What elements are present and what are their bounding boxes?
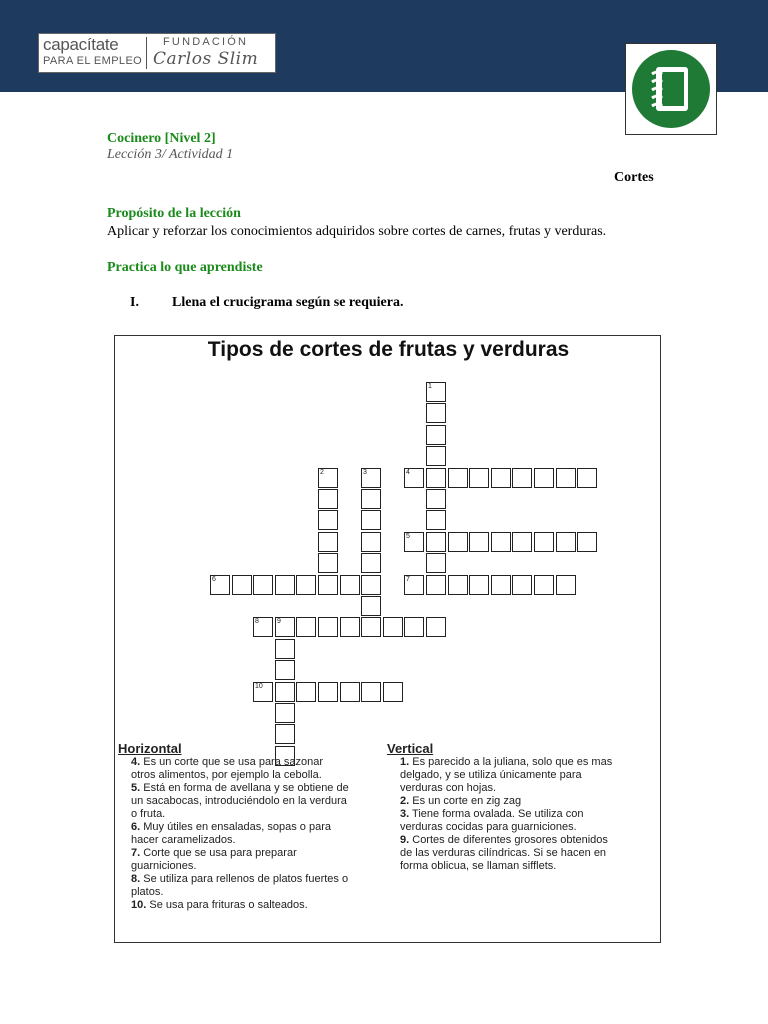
clue-line <box>387 860 657 873</box>
logo-right-line1: FUNDACIÓN <box>163 36 249 48</box>
crossword-cell[interactable] <box>275 575 295 595</box>
clue-entry <box>118 782 383 821</box>
crossword-cell[interactable] <box>232 575 252 595</box>
crossword-cell[interactable] <box>275 639 295 659</box>
clue-entry-text: de las verduras cilíndricas. Si se hacen en <box>400 847 607 859</box>
clue-entry-text: o fruta. <box>131 808 166 820</box>
activity-badge <box>625 43 717 135</box>
clue-line <box>118 821 383 834</box>
clue-line <box>387 808 657 821</box>
clue-entry-number: 7. <box>131 847 141 859</box>
logo-left-line2: PARA EL EMPLEO <box>43 55 143 67</box>
clue-entry-text: Está en forma de avellana y se obtiene de <box>143 782 349 794</box>
crossword-cell[interactable] <box>448 532 468 552</box>
crossword-cell[interactable] <box>361 532 381 552</box>
horizontal-clues <box>118 741 383 912</box>
crossword-cell[interactable] <box>318 575 338 595</box>
clue-line <box>118 782 383 795</box>
clue-entry-text: platos. <box>131 886 164 898</box>
clue-entry-number: 5. <box>131 782 141 794</box>
clue-entry-number: 8. <box>131 873 141 885</box>
clue-entry-text: Corte que se usa para preparar <box>143 847 297 859</box>
clue-entry-text: otros alimentos, por ejemplo la cebolla. <box>131 769 322 781</box>
clue-entry <box>118 847 383 873</box>
crossword-title: Tipos de cortes de frutas y verduras <box>207 338 570 361</box>
crossword-cell[interactable] <box>426 468 446 488</box>
horizontal-heading: Horizontal <box>118 741 182 756</box>
crossword-cell[interactable] <box>512 468 532 488</box>
clue-line <box>118 808 383 821</box>
lesson-subtitle: Lección 3/ Actividad 1 <box>107 147 234 162</box>
clue-entry-number: 4. <box>131 756 141 768</box>
logo-left-line1: capacítate <box>43 35 119 54</box>
clue-entry-text: forma oblicua, se llaman sifflets. <box>400 860 557 872</box>
clue-entry <box>387 808 657 834</box>
crossword-cell[interactable] <box>361 682 381 702</box>
crossword-cell[interactable] <box>491 575 511 595</box>
vertical-clues <box>387 741 657 873</box>
clue-line <box>387 769 657 782</box>
crossword-cell[interactable] <box>556 532 576 552</box>
clue-entry-text: Muy útiles en ensaladas, sopas o para <box>143 821 331 833</box>
crossword-cell[interactable] <box>275 660 295 680</box>
instruction-number: I. <box>130 295 139 310</box>
clue-number-label: 3 <box>363 469 367 476</box>
logo-divider <box>146 37 147 69</box>
crossword-cell[interactable] <box>361 617 381 637</box>
clue-entry <box>387 834 657 873</box>
crossword-cell[interactable] <box>361 575 381 595</box>
crossword-cell[interactable] <box>556 468 576 488</box>
clue-number-label: 1 <box>428 383 432 390</box>
clue-entry-text: verduras cocidas para guarniciones. <box>400 821 577 833</box>
crossword-cell[interactable] <box>340 617 360 637</box>
crossword-cell[interactable] <box>404 617 424 637</box>
clue-entry-number: 1. <box>400 756 410 768</box>
clue-line <box>118 795 383 808</box>
clue-line <box>387 847 657 860</box>
clue-entry <box>118 873 383 899</box>
clue-entry-number: 10. <box>131 899 147 911</box>
crossword-cell[interactable] <box>469 575 489 595</box>
horizontal-clue-list <box>118 756 383 912</box>
clue-line <box>118 769 383 782</box>
purpose-heading: Propósito de la lección <box>107 206 241 221</box>
crossword-cell[interactable] <box>253 575 273 595</box>
clue-line <box>387 795 657 808</box>
clue-entry-number: 3. <box>400 808 410 820</box>
crossword-cell[interactable] <box>577 468 597 488</box>
crossword-cell[interactable] <box>361 553 381 573</box>
crossword-cell[interactable] <box>426 425 446 445</box>
crossword-cell[interactable] <box>426 446 446 466</box>
clue-entry-number: 2. <box>400 795 410 807</box>
crossword-cell[interactable] <box>426 403 446 423</box>
clue-line <box>118 873 383 886</box>
vertical-clue-list <box>387 756 657 873</box>
clue-line <box>387 782 657 795</box>
crossword-cell[interactable] <box>383 617 403 637</box>
clue-entry-text: Se utiliza para rellenos de platos fuertes o <box>143 873 349 885</box>
crossword-cell[interactable] <box>383 682 403 702</box>
clue-entry-number: 9. <box>400 834 410 846</box>
clue-entry-number: 6. <box>131 821 141 833</box>
crossword-cell[interactable] <box>340 682 360 702</box>
clue-entry-text: Cortes de diferentes grosores obtenidos <box>412 834 608 846</box>
clue-line <box>387 821 657 834</box>
clue-number-label: 8 <box>255 618 259 625</box>
clue-entry <box>387 795 657 808</box>
crossword-cell[interactable] <box>361 489 381 509</box>
clue-entry-text: Es parecido a la juliana, solo que es mas <box>412 756 613 768</box>
clue-entry-text: Tiene forma ovalada. Se utiliza con <box>412 808 584 820</box>
crossword-cell[interactable] <box>426 510 446 530</box>
crossword-cell[interactable] <box>318 553 338 573</box>
crossword-cell[interactable] <box>296 682 316 702</box>
clue-number-label: 4 <box>406 469 410 476</box>
crossword-cell[interactable] <box>275 682 295 702</box>
clue-line <box>387 834 657 847</box>
crossword-cell[interactable] <box>318 682 338 702</box>
clue-entry-text: verduras con hojas. <box>400 782 496 794</box>
clue-entry-text: delgado, y se utiliza únicamente para <box>400 769 582 781</box>
clue-entry-text: Es un corte en zig zag <box>412 795 522 807</box>
crossword-cell[interactable] <box>469 468 489 488</box>
crossword-cell[interactable] <box>469 532 489 552</box>
crossword-cell[interactable] <box>577 532 597 552</box>
crossword-cell[interactable] <box>361 510 381 530</box>
clue-number-label: 5 <box>406 533 410 540</box>
clue-number-label: 6 <box>212 576 216 583</box>
topic-title: Cortes <box>614 170 654 185</box>
crossword-cell[interactable] <box>534 532 554 552</box>
fundacion-logo <box>38 33 276 73</box>
clue-entry <box>118 899 383 912</box>
notebook-icon <box>632 50 710 128</box>
crossword-cell[interactable] <box>448 575 468 595</box>
crossword-cell[interactable] <box>426 489 446 509</box>
course-title: Cocinero [Nivel 2] <box>107 131 216 146</box>
crossword-cell[interactable] <box>318 489 338 509</box>
clue-line <box>118 899 383 912</box>
crossword-cell[interactable] <box>426 553 446 573</box>
clue-line <box>118 886 383 899</box>
clue-number-label: 9 <box>277 618 281 625</box>
crossword-cell[interactable] <box>448 468 468 488</box>
practice-heading: Practica lo que aprendiste <box>107 260 263 275</box>
instruction-text: Llena el crucigrama según se requiera. <box>172 295 404 310</box>
crossword-cell[interactable] <box>534 575 554 595</box>
logo-right-line2: Carlos Slim <box>153 49 259 69</box>
crossword-cell[interactable] <box>426 575 446 595</box>
clue-number-label: 7 <box>406 576 410 583</box>
crossword-cell[interactable] <box>318 510 338 530</box>
crossword-cell[interactable] <box>534 468 554 488</box>
crossword-cell[interactable] <box>340 575 360 595</box>
clue-number-label: 2 <box>320 469 324 476</box>
clue-line <box>118 756 383 769</box>
crossword-cell[interactable] <box>296 617 316 637</box>
clue-entry-text: hacer caramelizados. <box>131 834 236 846</box>
crossword-cell[interactable] <box>318 617 338 637</box>
clue-line <box>118 834 383 847</box>
clue-line <box>118 847 383 860</box>
crossword-cell[interactable] <box>491 468 511 488</box>
clue-entry-text: Se usa para frituras o salteados. <box>149 899 308 911</box>
crossword-panel <box>114 335 661 943</box>
crossword-cell[interactable] <box>275 703 295 723</box>
crossword-cell[interactable] <box>491 532 511 552</box>
crossword-cell[interactable] <box>426 617 446 637</box>
clue-entry-text: un sacabocas, introduciéndolo en la verdura <box>131 795 347 807</box>
crossword-cell[interactable] <box>512 575 532 595</box>
crossword-cell[interactable] <box>296 575 316 595</box>
crossword-cell[interactable] <box>361 596 381 616</box>
clue-line <box>118 860 383 873</box>
clue-entry <box>118 821 383 847</box>
clue-entry <box>118 756 383 782</box>
crossword-cell[interactable] <box>512 532 532 552</box>
crossword-cell[interactable] <box>556 575 576 595</box>
crossword-cell[interactable] <box>318 532 338 552</box>
vertical-heading: Vertical <box>387 741 434 756</box>
clue-number-label: 10 <box>255 683 263 690</box>
capacitate-logo <box>41 36 145 70</box>
crossword-cell[interactable] <box>426 532 446 552</box>
purpose-text: Aplicar y reforzar los conocimientos adquiridos sobre cortes de carnes, frutas y verduras. <box>107 224 607 239</box>
carlos-slim-logo <box>151 36 273 70</box>
crossword-grid <box>115 336 662 736</box>
clue-entry <box>387 756 657 795</box>
clue-entry-text: Es un corte que se usa para sazonar <box>143 756 324 768</box>
clue-line <box>387 756 657 769</box>
clue-entry-text: guarniciones. <box>131 860 197 872</box>
